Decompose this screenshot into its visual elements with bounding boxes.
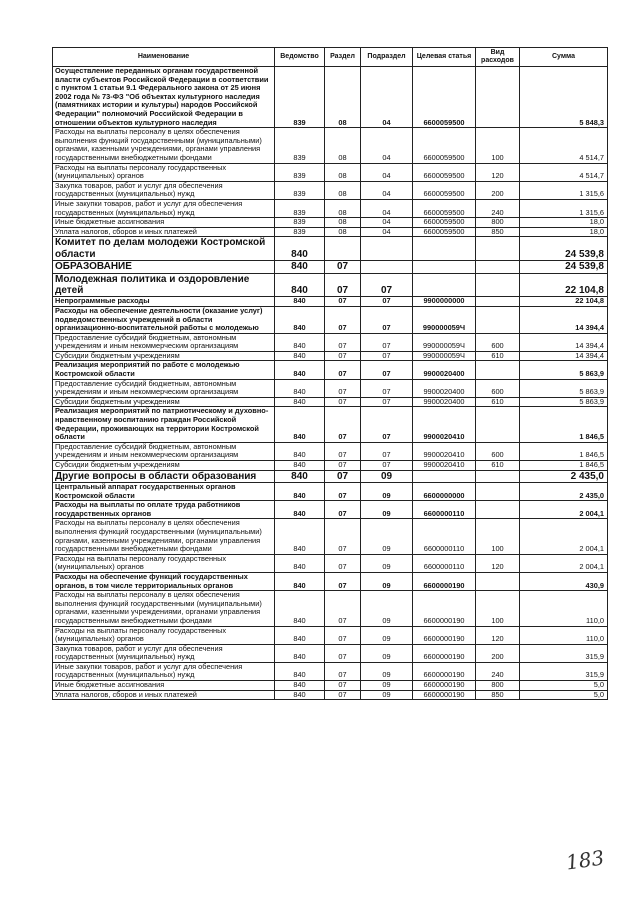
cell-dept: 840 <box>275 361 325 379</box>
table-row <box>53 662 608 680</box>
cell-section: 07 <box>325 470 361 482</box>
cell-name: Предоставление субсидий бюджетным, автономным учреждениям и иным некоммерческим организациям <box>53 333 275 351</box>
table-row <box>53 591 608 626</box>
cell-section: 07 <box>325 261 361 273</box>
cell-section: 08 <box>325 199 361 217</box>
cell-subsection: 04 <box>361 181 413 199</box>
cell-section: 07 <box>325 397 361 407</box>
cell-name: Комитет по делам молодежи Костромской области <box>53 237 275 261</box>
table-row <box>53 128 608 163</box>
cell-target: 9900020400 <box>413 379 476 397</box>
cell-kind <box>476 297 520 307</box>
cell-target: 6600059500 <box>413 227 476 237</box>
cell-target: 9900020410 <box>413 407 476 442</box>
cell-subsection: 09 <box>361 519 413 554</box>
cell-dept: 840 <box>275 461 325 471</box>
cell-target: 6600000000 <box>413 483 476 501</box>
table-row <box>53 690 608 700</box>
cell-dept: 839 <box>275 199 325 217</box>
cell-dept: 840 <box>275 644 325 662</box>
table-row <box>53 199 608 217</box>
cell-target: 9900000000 <box>413 297 476 307</box>
cell-sum: 1 846,5 <box>520 461 608 471</box>
cell-target: 6600059500 <box>413 199 476 217</box>
cell-subsection: 04 <box>361 163 413 181</box>
cell-sum: 14 394,4 <box>520 333 608 351</box>
cell-kind <box>476 483 520 501</box>
cell-kind: 600 <box>476 333 520 351</box>
cell-sum: 1 846,5 <box>520 407 608 442</box>
cell-dept: 840 <box>275 519 325 554</box>
cell-dept: 840 <box>275 297 325 307</box>
table-row <box>53 218 608 228</box>
cell-section: 07 <box>325 662 361 680</box>
cell-kind: 100 <box>476 591 520 626</box>
cell-subsection: 04 <box>361 218 413 228</box>
table-row <box>53 67 608 128</box>
cell-name: Расходы на выплаты персоналу государственных (муниципальных) органов <box>53 554 275 572</box>
cell-target: 9900020400 <box>413 397 476 407</box>
cell-target: 6600000110 <box>413 519 476 554</box>
cell-kind <box>476 407 520 442</box>
cell-name: Расходы на выплаты персоналу в целях обеспечения выполнения функций государственными (муниципальными) органами, казенными учреждениями, органами управления государственными внебюджетными фондами <box>53 591 275 626</box>
table-row <box>53 361 608 379</box>
cell-dept: 840 <box>275 333 325 351</box>
cell-dept: 840 <box>275 554 325 572</box>
cell-sum: 5 863,9 <box>520 379 608 397</box>
cell-section: 07 <box>325 626 361 644</box>
cell-sum: 22 104,8 <box>520 297 608 307</box>
cell-subsection: 07 <box>361 361 413 379</box>
cell-sum: 18,0 <box>520 218 608 228</box>
cell-section: 08 <box>325 181 361 199</box>
table-row <box>53 273 608 297</box>
cell-kind: 600 <box>476 442 520 460</box>
cell-section: 07 <box>325 690 361 700</box>
cell-target: 6600000110 <box>413 501 476 519</box>
cell-section: 07 <box>325 273 361 297</box>
cell-kind <box>476 470 520 482</box>
page-number: 183 <box>564 845 606 875</box>
cell-name: Непрограммные расходы <box>53 297 275 307</box>
cell-dept: 840 <box>275 273 325 297</box>
cell-target: 6600000110 <box>413 554 476 572</box>
cell-dept: 839 <box>275 181 325 199</box>
cell-subsection: 09 <box>361 483 413 501</box>
cell-name: Закупка товаров, работ и услуг для обеспечения государственных (муниципальных) нужд <box>53 644 275 662</box>
table-row <box>53 407 608 442</box>
cell-subsection: 04 <box>361 227 413 237</box>
cell-subsection: 04 <box>361 199 413 217</box>
cell-kind: 610 <box>476 351 520 361</box>
cell-sum: 430,9 <box>520 572 608 590</box>
table-row <box>53 572 608 590</box>
budget-table <box>52 47 608 700</box>
cell-section: 07 <box>325 572 361 590</box>
cell-subsection <box>361 261 413 273</box>
cell-kind: 610 <box>476 461 520 471</box>
cell-sum: 24 539,8 <box>520 261 608 273</box>
cell-section <box>325 237 361 261</box>
table-body <box>53 67 608 700</box>
cell-section: 07 <box>325 519 361 554</box>
cell-dept: 840 <box>275 261 325 273</box>
cell-target: 6600000190 <box>413 591 476 626</box>
cell-dept: 839 <box>275 227 325 237</box>
cell-section: 07 <box>325 442 361 460</box>
cell-subsection: 07 <box>361 442 413 460</box>
header-sum: Сумма <box>520 48 608 67</box>
table-row <box>53 261 608 273</box>
cell-name: Субсидии бюджетным учреждениям <box>53 397 275 407</box>
cell-name: Предоставление субсидий бюджетным, автономным учреждениям и иным некоммерческим организациям <box>53 442 275 460</box>
table-row <box>53 644 608 662</box>
header-target: Целевая статья <box>413 48 476 67</box>
cell-sum: 315,9 <box>520 644 608 662</box>
cell-kind: 850 <box>476 690 520 700</box>
cell-dept: 840 <box>275 681 325 691</box>
cell-subsection: 09 <box>361 690 413 700</box>
table-row <box>53 626 608 644</box>
cell-subsection: 09 <box>361 470 413 482</box>
table-row <box>53 297 608 307</box>
cell-name: Расходы на обеспечение деятельности (оказание услуг) подведомственных учреждений в области организационно-воспитательной работы с молодежью <box>53 306 275 333</box>
cell-subsection: 04 <box>361 128 413 163</box>
cell-dept: 839 <box>275 128 325 163</box>
cell-sum: 2 004,1 <box>520 501 608 519</box>
cell-section: 07 <box>325 297 361 307</box>
cell-name: Молодежная политика и оздоровление детей <box>53 273 275 297</box>
cell-kind: 120 <box>476 626 520 644</box>
cell-subsection: 07 <box>361 297 413 307</box>
cell-kind: 800 <box>476 218 520 228</box>
cell-dept: 840 <box>275 237 325 261</box>
cell-kind: 600 <box>476 379 520 397</box>
cell-kind: 120 <box>476 163 520 181</box>
table-row <box>53 470 608 482</box>
cell-target: 6600059500 <box>413 67 476 128</box>
cell-dept: 840 <box>275 501 325 519</box>
cell-name: Центральный аппарат государственных органов Костромской области <box>53 483 275 501</box>
cell-sum: 5,0 <box>520 690 608 700</box>
cell-sum: 4 514,7 <box>520 128 608 163</box>
cell-subsection: 07 <box>361 306 413 333</box>
cell-sum: 315,9 <box>520 662 608 680</box>
cell-target: 6600059500 <box>413 163 476 181</box>
cell-name: Уплата налогов, сборов и иных платежей <box>53 690 275 700</box>
cell-target <box>413 273 476 297</box>
cell-target: 6600000190 <box>413 644 476 662</box>
cell-target: 9900020410 <box>413 461 476 471</box>
cell-dept: 840 <box>275 690 325 700</box>
cell-sum: 1 315,6 <box>520 199 608 217</box>
cell-dept: 840 <box>275 379 325 397</box>
table-row <box>53 227 608 237</box>
cell-target: 6600059500 <box>413 218 476 228</box>
cell-kind: 200 <box>476 181 520 199</box>
cell-kind: 850 <box>476 227 520 237</box>
cell-section: 07 <box>325 681 361 691</box>
table-row <box>53 163 608 181</box>
table-row <box>53 379 608 397</box>
cell-name: Субсидии бюджетным учреждениям <box>53 351 275 361</box>
header-name: Наименование <box>53 48 275 67</box>
cell-name: Расходы на выплаты персоналу в целях обеспечения выполнения функций государственными (муниципальными) органами, казенными учреждениями, органами управления государственными внебюджетными фондами <box>53 128 275 163</box>
cell-subsection: 07 <box>361 333 413 351</box>
cell-target: 9900020400 <box>413 361 476 379</box>
cell-sum: 18,0 <box>520 227 608 237</box>
cell-subsection: 09 <box>361 662 413 680</box>
cell-dept: 840 <box>275 483 325 501</box>
cell-kind: 100 <box>476 128 520 163</box>
cell-dept: 839 <box>275 218 325 228</box>
cell-kind <box>476 306 520 333</box>
cell-name: Расходы на выплаты персоналу в целях обеспечения выполнения функций государственными (муниципальными) органами, казенными учреждениями, органами управления государственными внебюджетными фондами <box>53 519 275 554</box>
cell-subsection: 09 <box>361 591 413 626</box>
cell-target: 6600059500 <box>413 128 476 163</box>
cell-dept: 840 <box>275 572 325 590</box>
header-dept: Ведомство <box>275 48 325 67</box>
cell-kind: 610 <box>476 397 520 407</box>
cell-target <box>413 237 476 261</box>
cell-dept: 840 <box>275 397 325 407</box>
cell-sum: 2 435,0 <box>520 483 608 501</box>
cell-subsection: 07 <box>361 407 413 442</box>
cell-target <box>413 261 476 273</box>
cell-section: 07 <box>325 554 361 572</box>
cell-subsection: 07 <box>361 351 413 361</box>
cell-dept: 839 <box>275 163 325 181</box>
cell-sum: 22 104,8 <box>520 273 608 297</box>
cell-dept: 840 <box>275 306 325 333</box>
cell-subsection: 04 <box>361 67 413 128</box>
table-header-row <box>53 48 608 67</box>
table-row <box>53 306 608 333</box>
cell-sum: 1 846,5 <box>520 442 608 460</box>
cell-kind: 800 <box>476 681 520 691</box>
cell-dept: 840 <box>275 662 325 680</box>
cell-sum: 24 539,8 <box>520 237 608 261</box>
cell-kind: 200 <box>476 644 520 662</box>
cell-target: 6600000190 <box>413 681 476 691</box>
cell-sum: 1 315,6 <box>520 181 608 199</box>
cell-kind <box>476 237 520 261</box>
cell-target: 990000059Ч <box>413 333 476 351</box>
cell-target: 9900020410 <box>413 442 476 460</box>
cell-section: 07 <box>325 379 361 397</box>
cell-name: Закупка товаров, работ и услуг для обеспечения государственных (муниципальных) нужд <box>53 181 275 199</box>
cell-subsection <box>361 237 413 261</box>
cell-subsection: 09 <box>361 644 413 662</box>
header-kind: Вид расходов <box>476 48 520 67</box>
cell-sum: 5 863,9 <box>520 361 608 379</box>
cell-section: 08 <box>325 128 361 163</box>
cell-section: 07 <box>325 483 361 501</box>
cell-dept: 840 <box>275 470 325 482</box>
cell-dept: 840 <box>275 626 325 644</box>
cell-name: Расходы на выплаты персоналу государственных (муниципальных) органов <box>53 626 275 644</box>
cell-subsection: 09 <box>361 681 413 691</box>
cell-section: 07 <box>325 644 361 662</box>
cell-sum: 14 394,4 <box>520 351 608 361</box>
cell-subsection: 09 <box>361 626 413 644</box>
table-row <box>53 461 608 471</box>
cell-section: 07 <box>325 333 361 351</box>
cell-kind: 240 <box>476 662 520 680</box>
cell-kind <box>476 501 520 519</box>
cell-subsection: 09 <box>361 554 413 572</box>
cell-sum: 4 514,7 <box>520 163 608 181</box>
cell-subsection: 07 <box>361 273 413 297</box>
cell-sum: 110,0 <box>520 626 608 644</box>
cell-target: 6600000190 <box>413 626 476 644</box>
cell-kind <box>476 572 520 590</box>
cell-subsection: 07 <box>361 379 413 397</box>
cell-subsection: 07 <box>361 397 413 407</box>
table-row <box>53 333 608 351</box>
cell-kind: 120 <box>476 554 520 572</box>
cell-name: Иные бюджетные ассигнования <box>53 218 275 228</box>
cell-subsection: 09 <box>361 501 413 519</box>
table-row <box>53 181 608 199</box>
table-row <box>53 501 608 519</box>
table-row <box>53 483 608 501</box>
cell-dept: 840 <box>275 442 325 460</box>
cell-kind <box>476 361 520 379</box>
cell-section: 08 <box>325 67 361 128</box>
cell-kind: 240 <box>476 199 520 217</box>
cell-sum: 5,0 <box>520 681 608 691</box>
cell-section: 07 <box>325 501 361 519</box>
cell-name: Расходы на выплаты по оплате труда работников государственных органов <box>53 501 275 519</box>
cell-target: 990000059Ч <box>413 351 476 361</box>
cell-section: 07 <box>325 461 361 471</box>
cell-name: Иные закупки товаров, работ и услуг для обеспечения государственных (муниципальных) нужд <box>53 199 275 217</box>
cell-section: 07 <box>325 306 361 333</box>
cell-target: 6600000190 <box>413 572 476 590</box>
table-row <box>53 442 608 460</box>
cell-name: Реализация мероприятий по работе с молодежью Костромской области <box>53 361 275 379</box>
cell-target: 990000059Ч <box>413 306 476 333</box>
table-row <box>53 554 608 572</box>
cell-dept: 840 <box>275 407 325 442</box>
cell-name: Осуществление переданных органам государственной власти субъектов Российской Федерации в соответствии с пунктом 1 статьи 9.1 Федерального закона от 25 июня 2002 года № 73-ФЗ "Об объектах культурного наследия (памятниках истории и культуры) народов Российской Федерации" полномочий Российской Федерации в отношении объектов культурного наследия <box>53 67 275 128</box>
cell-section: 08 <box>325 218 361 228</box>
cell-name: Иные закупки товаров, работ и услуг для обеспечения государственных (муниципальных) нужд <box>53 662 275 680</box>
header-section: Раздел <box>325 48 361 67</box>
cell-name: Расходы на выплаты персоналу государственных (муниципальных) органов <box>53 163 275 181</box>
cell-name: Другие вопросы в области образования <box>53 470 275 482</box>
cell-kind <box>476 67 520 128</box>
cell-section: 07 <box>325 591 361 626</box>
cell-section: 08 <box>325 227 361 237</box>
cell-name: Уплата налогов, сборов и иных платежей <box>53 227 275 237</box>
table-row <box>53 681 608 691</box>
cell-name: ОБРАЗОВАНИЕ <box>53 261 275 273</box>
cell-section: 07 <box>325 407 361 442</box>
cell-dept: 840 <box>275 351 325 361</box>
cell-subsection: 07 <box>361 461 413 471</box>
cell-section: 07 <box>325 361 361 379</box>
cell-kind <box>476 273 520 297</box>
table-row <box>53 237 608 261</box>
budget-table-page <box>52 47 607 700</box>
cell-sum: 2 435,0 <box>520 470 608 482</box>
cell-sum: 2 004,1 <box>520 519 608 554</box>
cell-sum: 2 004,1 <box>520 554 608 572</box>
cell-sum: 14 394,4 <box>520 306 608 333</box>
cell-name: Субсидии бюджетным учреждениям <box>53 461 275 471</box>
table-row <box>53 519 608 554</box>
cell-section: 08 <box>325 163 361 181</box>
cell-target: 6600059500 <box>413 181 476 199</box>
cell-target: 6600000190 <box>413 690 476 700</box>
cell-dept: 839 <box>275 67 325 128</box>
cell-sum: 5 863,9 <box>520 397 608 407</box>
cell-subsection: 09 <box>361 572 413 590</box>
cell-sum: 110,0 <box>520 591 608 626</box>
cell-name: Иные бюджетные ассигнования <box>53 681 275 691</box>
cell-name: Расходы на обеспечение функций государственных органов, в том числе территориальных органов <box>53 572 275 590</box>
cell-target: 6600000190 <box>413 662 476 680</box>
cell-name: Предоставление субсидий бюджетным, автономным учреждениям и иным некоммерческим организациям <box>53 379 275 397</box>
cell-sum: 5 848,3 <box>520 67 608 128</box>
cell-kind <box>476 261 520 273</box>
header-subsection: Подраздел <box>361 48 413 67</box>
cell-name: Реализация мероприятий по патриотическому и духовно-нравственному воспитанию граждан Российской Федерации, проживающих на территории Костромской области <box>53 407 275 442</box>
cell-section: 07 <box>325 351 361 361</box>
cell-kind: 100 <box>476 519 520 554</box>
cell-target <box>413 470 476 482</box>
cell-dept: 840 <box>275 591 325 626</box>
